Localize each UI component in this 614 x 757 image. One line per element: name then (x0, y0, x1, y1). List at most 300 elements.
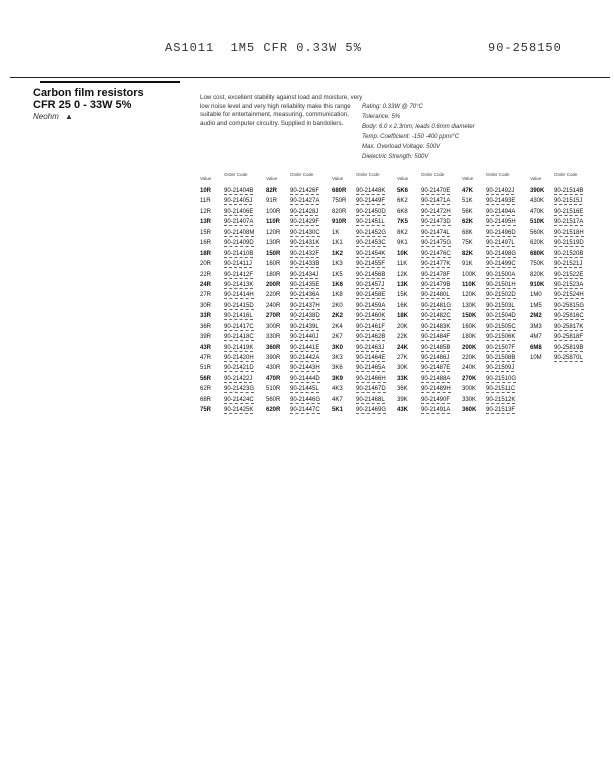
table-row (266, 313, 334, 323)
order-code: 90-21446G (290, 396, 321, 403)
table-row (266, 198, 334, 208)
resistance-value: 470K (530, 208, 545, 215)
order-code: 90-21495H (486, 219, 516, 226)
resistance-value: 120R (266, 229, 281, 236)
order-code: 90-21490F (421, 396, 451, 403)
table-row (266, 386, 334, 396)
table-row (462, 324, 530, 334)
order-code: 90-21435E (290, 281, 320, 288)
order-code: 90-21493E (486, 198, 516, 205)
table-row (200, 345, 268, 355)
order-code: 90-21460K (356, 313, 386, 320)
order-code: 90-21475G (421, 240, 452, 247)
table-row (332, 292, 400, 302)
table-row (530, 303, 598, 313)
column-header (332, 168, 400, 188)
table-row (332, 272, 400, 282)
table-row (530, 272, 598, 282)
resistance-value: 1M5 (530, 302, 542, 309)
order-code: 90-21506K (486, 334, 516, 341)
resistance-value: 4K3 (332, 386, 343, 393)
order-code: 90-21413K (224, 281, 254, 288)
table-row (530, 292, 598, 302)
table-row (397, 240, 465, 250)
table-row (462, 198, 530, 208)
order-code: 90-21449F (356, 198, 386, 205)
spec-item: Dielectric Strength: 500V (362, 154, 429, 160)
order-code: 90-25815G (554, 302, 585, 309)
table-row (462, 261, 530, 271)
order-code: 90-21461F (356, 323, 386, 330)
resistance-value: 560R (266, 396, 281, 403)
table-row (530, 209, 598, 219)
table-row (462, 345, 530, 355)
table-row (332, 334, 400, 344)
order-code: 90-21480L (421, 292, 450, 299)
resistance-value: 6M8 (530, 344, 542, 351)
order-code: 90-21438D (290, 313, 320, 320)
resistance-value: 7K5 (397, 219, 409, 226)
resistance-value: 160K (462, 323, 477, 330)
order-code: 90-21414H (224, 292, 254, 299)
order-code: 90-21522E (554, 271, 584, 278)
order-code: 90-21467D (356, 386, 386, 393)
resistance-value: 1K2 (332, 250, 344, 257)
divider-accent (40, 81, 180, 83)
resistance-value: 27K (397, 355, 408, 361)
order-code: 90-21440J (290, 334, 319, 341)
order-code: 90-21517A (554, 219, 584, 226)
table-column (462, 168, 530, 418)
order-code: 90-21489H (421, 386, 451, 393)
table-row (332, 209, 400, 219)
product-description: Low cost, excellent stability against load and moisture, very low noise level and very high reliability make this range suitable for entertainment, measuring, communication, audio and computer circuitry. Supplied in bandoliers. (200, 94, 363, 127)
table-row (200, 282, 268, 292)
resistance-value: 200R (266, 281, 281, 288)
table-row (397, 230, 465, 240)
resistance-value: 30R (200, 302, 212, 309)
resistance-value: 470R (266, 375, 281, 382)
resistance-value: 13R (200, 219, 212, 226)
order-code: 90-21442A (290, 355, 320, 361)
resistance-value: 820K (530, 271, 545, 278)
resistance-value: 360R (266, 344, 281, 351)
spec-item: Max. Overload Voltage: 500V (362, 144, 441, 150)
resistance-value: 68K (462, 229, 473, 236)
resistance-value: 1K3 (332, 261, 343, 268)
resistance-value: 2K0 (332, 302, 343, 309)
value-header: Value (530, 176, 542, 181)
table-row (200, 355, 268, 365)
resistance-value: 18R (200, 250, 212, 257)
order-code: 90-21510G (486, 375, 517, 382)
order-code: 90-21428J (290, 208, 319, 215)
table-row (530, 240, 598, 250)
resistance-value: 2K2 (332, 313, 344, 320)
order-code: 90-21466H (356, 375, 386, 382)
resistance-value: 130K (462, 302, 477, 309)
order-code: 90-21405J (224, 198, 253, 205)
table-row (266, 324, 334, 334)
table-row (266, 407, 334, 417)
resistance-value: 91K (462, 261, 473, 268)
table-row (397, 397, 465, 407)
value-header: Value (332, 176, 344, 181)
table-row (332, 219, 400, 229)
resistance-value: 11R (200, 198, 211, 205)
table-row (530, 198, 598, 208)
order-code: 90-21502D (486, 292, 516, 299)
resistance-value: 220R (266, 292, 281, 299)
table-column (530, 168, 598, 365)
resistance-value: 2M2 (530, 313, 542, 320)
resistance-value: 330K (462, 396, 477, 403)
order-code: 90-21447C (290, 407, 320, 414)
table-row (200, 324, 268, 334)
order-code: 90-21425K (224, 407, 254, 414)
resistance-value: 360K (462, 407, 477, 414)
table-row (462, 188, 530, 198)
order-code: 90-21436A (290, 292, 320, 299)
table-column (200, 168, 268, 418)
spec-list (362, 102, 475, 162)
table-row (332, 397, 400, 407)
order-code: 90-21437H (290, 302, 320, 309)
table-row (530, 219, 598, 229)
resistance-value: 33R (200, 313, 212, 320)
table-row (266, 282, 334, 292)
order-code-header: Order Code (486, 172, 510, 177)
order-code: 90-21464E (356, 355, 386, 361)
column-header (397, 168, 465, 188)
order-code: 90-21470E (421, 188, 451, 194)
table-row (200, 386, 268, 396)
table-row (462, 282, 530, 292)
spec-item: Body: 6.0 x 2.3mm; leads 0.6mm diameter (362, 124, 475, 130)
column-header (200, 168, 268, 188)
order-code: 90-21411J (224, 261, 252, 268)
table-row (462, 407, 530, 417)
order-code: 90-21451L (356, 219, 385, 226)
order-code: 90-21482C (421, 313, 451, 320)
table-row (266, 188, 334, 198)
resistance-value: 13K (397, 281, 409, 288)
order-code: 90-21477K (421, 261, 451, 268)
resistance-value: 910R (332, 219, 347, 226)
divider (10, 77, 610, 78)
order-code: 90-21429F (290, 219, 320, 226)
resistance-value: 15R (200, 229, 212, 236)
resistance-value: 8K2 (397, 229, 408, 236)
table-row (462, 313, 530, 323)
resistance-value: 11K (397, 261, 408, 268)
table-row (530, 334, 598, 344)
resistance-value: 330R (266, 334, 281, 341)
resistance-value: 100R (266, 208, 281, 215)
order-code: 90-21408M (224, 229, 255, 236)
resistance-value: 15K (397, 292, 408, 299)
order-code: 90-21421D (224, 365, 254, 372)
spec-item: Rating: 0.33W @ 70°C (362, 104, 423, 110)
table-row (397, 376, 465, 386)
table-row (397, 345, 465, 355)
order-code: 90-21496D (486, 229, 516, 236)
order-code: 90-25817K (554, 323, 584, 330)
order-code: 90-21463J (356, 344, 385, 351)
resistance-value: 51R (200, 365, 212, 372)
table-row (266, 219, 334, 229)
order-code: 90-21441E (290, 344, 320, 351)
resistance-value: 240K (462, 365, 477, 372)
resistance-value: 300R (266, 323, 281, 330)
resistance-value: 390K (530, 188, 545, 194)
order-code: 90-21409D (224, 240, 254, 247)
table-row (332, 407, 400, 417)
table-row (462, 376, 530, 386)
table-row (397, 334, 465, 344)
table-row (397, 251, 465, 261)
table-row (266, 376, 334, 386)
resistance-value: 820R (332, 208, 347, 215)
resistance-value: 680K (530, 250, 545, 257)
resistance-value: 110R (266, 219, 281, 226)
table-row (200, 376, 268, 386)
table-row (332, 355, 400, 365)
order-code: 90-21469G (356, 407, 387, 414)
order-code: 90-21459A (356, 302, 386, 309)
resistance-value: 24R (200, 281, 212, 288)
resistance-value: 27R (200, 292, 212, 299)
order-code: 90-21508B (486, 355, 516, 361)
order-code: 90-21407A (224, 219, 254, 226)
order-code: 90-21497L (486, 240, 515, 247)
resistance-value: 620K (530, 240, 545, 247)
order-code: 90-21471A (421, 198, 451, 205)
resistance-value: 51K (462, 198, 473, 205)
table-row (332, 345, 400, 355)
order-code: 90-21504D (486, 313, 516, 320)
table-row (266, 365, 334, 375)
table-column (332, 168, 400, 418)
order-code: 90-21514B (554, 188, 584, 194)
resistance-value: 43K (397, 407, 409, 414)
order-code: 90-21503L (486, 302, 515, 309)
table-row (462, 397, 530, 407)
table-row (462, 355, 530, 365)
order-code: 90-21501H (486, 281, 516, 288)
table-row (200, 334, 268, 344)
value-header: Value (266, 176, 278, 181)
table-row (397, 313, 465, 323)
resistance-value: 180K (462, 334, 477, 341)
order-code: 90-21488A (421, 375, 451, 382)
table-row (332, 282, 400, 292)
resistance-value: 240R (266, 302, 281, 309)
order-code: 90-21412F (224, 271, 254, 278)
order-code: 90-21410B (224, 250, 254, 257)
table-row (332, 251, 400, 261)
table-row (462, 334, 530, 344)
table-row (332, 313, 400, 323)
order-code: 90-21484F (421, 334, 451, 341)
order-code: 90-21478F (421, 271, 451, 278)
resistance-value: 36K (397, 386, 408, 393)
column-header (530, 168, 598, 188)
table-row (332, 386, 400, 396)
order-code: 90-21473D (421, 219, 451, 226)
resistance-value: 62R (200, 386, 212, 393)
resistance-value: 110K (462, 281, 477, 288)
order-code: 90-21492J (486, 188, 515, 194)
order-code: 90-21472H (421, 208, 451, 215)
table-row (266, 272, 334, 282)
order-code: 90-21507F (486, 344, 516, 351)
table-row (530, 261, 598, 271)
table-row (200, 272, 268, 282)
order-code: 90-21509J (486, 365, 515, 372)
resistance-value: 47K (462, 188, 474, 194)
table-row (397, 407, 465, 417)
resistance-value: 200K (462, 344, 477, 351)
order-code: 90-21491A (421, 407, 451, 414)
value-header: Value (397, 176, 409, 181)
table-row (397, 365, 465, 375)
order-code: 90-21479B (421, 281, 451, 288)
resistance-value: 510R (266, 386, 281, 393)
resistance-value: 4K7 (332, 396, 343, 403)
order-code: 90-21468L (356, 396, 385, 403)
order-code: 90-21445L (290, 386, 319, 393)
order-code: 90-21415D (224, 302, 254, 309)
order-code: 90-21456B (356, 271, 386, 278)
document-title: AS1011 1M5 CFR 0.33W 5% (165, 41, 362, 55)
resistance-value: 910K (530, 281, 545, 288)
table-row (397, 198, 465, 208)
table-row (200, 365, 268, 375)
spec-item: Tolerance: 5% (362, 114, 401, 120)
table-row (397, 261, 465, 271)
resistance-value: 43R (200, 344, 212, 351)
order-code: 90-21434J (290, 271, 319, 278)
table-row (462, 292, 530, 302)
column-header (266, 168, 334, 188)
table-row (266, 397, 334, 407)
resistance-value: 36R (200, 323, 212, 330)
order-code: 90-21519D (554, 240, 584, 247)
order-code: 90-21426F (290, 188, 320, 194)
table-row (397, 188, 465, 198)
resistance-value: 160R (266, 261, 281, 268)
manufacturer-name: Neohm (33, 112, 59, 121)
resistance-value: 2K4 (332, 323, 343, 330)
order-code: 90-21419K (224, 344, 254, 351)
resistance-value: 12K (397, 271, 408, 278)
resistance-value: 10K (397, 250, 409, 257)
order-code: 90-21422J (224, 375, 253, 382)
resistance-value: 220K (462, 355, 477, 361)
resistance-value: 91R (266, 198, 278, 205)
resistance-value: 62K (462, 219, 474, 226)
resistance-value: 47R (200, 355, 212, 361)
order-code: 90-21430C (290, 229, 320, 236)
table-row (462, 240, 530, 250)
order-code: 90-21444D (290, 375, 320, 382)
order-code-header: Order Code (554, 172, 578, 177)
order-code: 90-21487E (421, 365, 451, 372)
resistance-value: 120K (462, 292, 477, 299)
order-code: 90-21511C (486, 386, 516, 393)
table-row (200, 407, 268, 417)
table-row (200, 313, 268, 323)
resistance-value: 39R (200, 334, 212, 341)
table-row (332, 376, 400, 386)
table-row (266, 334, 334, 344)
order-code: 90-21443H (290, 365, 320, 372)
value-header: Value (462, 176, 474, 181)
resistance-value: 750R (332, 198, 347, 205)
table-row (530, 324, 598, 334)
resistance-value: 20R (200, 261, 212, 268)
table-row (332, 261, 400, 271)
spec-item: Temp. Coefficient: -150 -400 ppm/°C (362, 134, 460, 140)
resistance-value: 5K6 (397, 188, 409, 194)
header-order-code: 90-258150 (488, 41, 562, 55)
order-code: 90-21417C (224, 323, 254, 330)
order-code: 90-21465A (356, 365, 386, 372)
order-code: 90-21476C (421, 250, 451, 257)
order-code: 90-21481G (421, 302, 452, 309)
table-column (266, 168, 334, 418)
table-row (332, 198, 400, 208)
resistance-value: 39K (397, 396, 408, 403)
table-row (462, 272, 530, 282)
resistance-value: 6K2 (397, 198, 408, 205)
table-row (200, 219, 268, 229)
resistance-value: 100K (462, 271, 477, 278)
resistance-value: 3M3 (530, 323, 542, 330)
order-code: 90-21455F (356, 261, 386, 268)
resistance-value: 270R (266, 313, 281, 320)
resistance-value: 30K (397, 365, 408, 372)
resistance-value: 430K (530, 198, 545, 205)
table-row (200, 292, 268, 302)
table-row (266, 292, 334, 302)
order-code: 90-21485B (421, 344, 451, 351)
resistance-value: 510K (530, 219, 545, 226)
resistance-value: 82R (266, 188, 278, 194)
resistance-value: 10M (530, 355, 542, 361)
table-row (266, 230, 334, 240)
table-row (397, 209, 465, 219)
table-row (200, 397, 268, 407)
order-code: 90-21516E (554, 208, 584, 215)
order-code: 90-21500A (486, 271, 516, 278)
resistance-value: 56K (462, 208, 473, 215)
resistance-value: 270K (462, 375, 477, 382)
table-row (462, 230, 530, 240)
resistance-value: 1K (332, 229, 340, 236)
order-code: 90-21416L (224, 313, 253, 320)
resistance-value: 75K (462, 240, 473, 247)
table-row (200, 240, 268, 250)
table-row (462, 219, 530, 229)
table-row (200, 251, 268, 261)
resistance-value: 18K (397, 313, 409, 320)
order-code: 90-25819B (554, 344, 584, 351)
resistance-value: 1K8 (332, 292, 343, 299)
resistance-value: 56R (200, 375, 212, 382)
product-subheading: CFR 25 0 - 33W 5% (33, 99, 132, 111)
